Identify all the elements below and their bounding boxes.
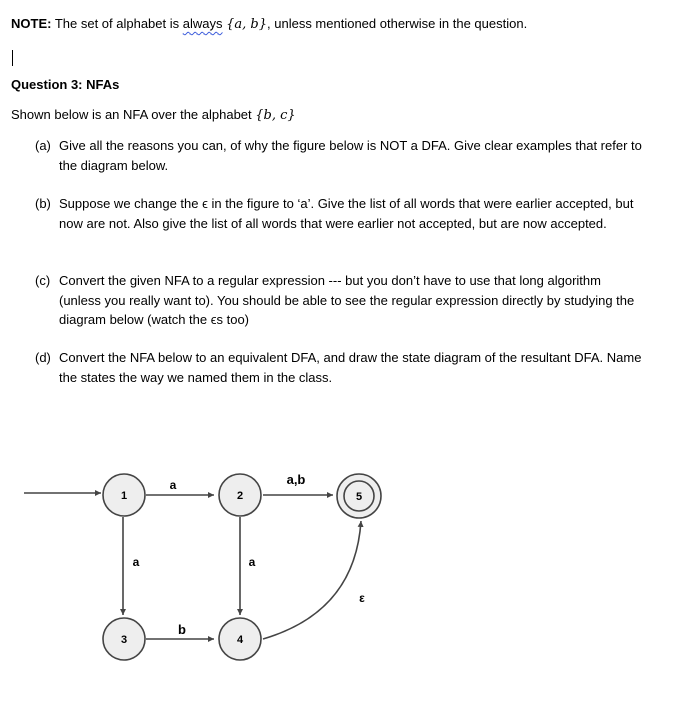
item-text: Convert the NFA below to an equivalent DFA, and draw the state diagram of the resultant DFA. Name the states the way we named them in the class.: [59, 350, 642, 385]
state-4: [219, 618, 261, 660]
item-label: (b): [35, 196, 51, 211]
transition-4-5: [263, 521, 361, 639]
state-3: [103, 618, 145, 660]
state-4-label: 4: [236, 634, 244, 646]
note-label: NOTE:: [11, 16, 52, 31]
item-text: Give all the reasons you can, of why the figure below is NOT a DFA. Give clear examples that refer to the diagram below.: [59, 138, 642, 173]
state-5-label: 5: [355, 491, 363, 503]
note-text-after: , unless mentioned otherwise in the question.: [267, 16, 528, 31]
state-2-label: 2: [236, 490, 244, 502]
state-2: [219, 474, 261, 516]
nfa-diagram: [0, 440, 675, 708]
question-intro: [11, 106, 296, 124]
item-text: Suppose we change the ϵ in the figure to ‘a’. Give the list of all words that were earlier accepted, but now are not. Also give the list of all words that were earlier not accepted, but are now accepted.: [59, 196, 634, 231]
state-1: [103, 474, 145, 516]
question-item-b: [35, 194, 645, 233]
item-label: (d): [35, 350, 51, 365]
state-3-label: 3: [120, 634, 128, 646]
label-4-5: ε: [359, 591, 365, 605]
item-label: (a): [35, 138, 51, 153]
label-2-5: a,b: [286, 472, 306, 487]
question-intro-text: Shown below is an NFA over the alphabet: [11, 107, 256, 122]
note-text-before: The set of alphabet is: [51, 16, 183, 31]
question-item-a: [35, 136, 645, 175]
item-text: Convert the given NFA to a regular expression --- but you don’t have to use that long algorithm (unless you really want to). You should be able to see the regular expression directly by studying the diagram below (watch the ϵs too): [59, 273, 635, 327]
note-line: [11, 15, 527, 33]
note-alphabet: {a, b}: [226, 17, 268, 32]
question-item-d: [35, 348, 645, 387]
item-label: (c): [35, 273, 51, 288]
state-1-label: 1: [120, 490, 128, 502]
question-title: Question 3: NFAs: [11, 77, 120, 92]
question-intro-alphabet: {b, c}: [255, 108, 296, 123]
question-item-c: [35, 271, 645, 330]
label-2-4: a: [248, 555, 256, 569]
note-always: always: [182, 16, 223, 31]
label-1-3: a: [132, 555, 140, 569]
label-3-4: b: [178, 622, 186, 637]
label-1-2: a: [169, 478, 177, 492]
text-cursor: [12, 50, 13, 66]
state-5-accepting: [337, 474, 381, 518]
